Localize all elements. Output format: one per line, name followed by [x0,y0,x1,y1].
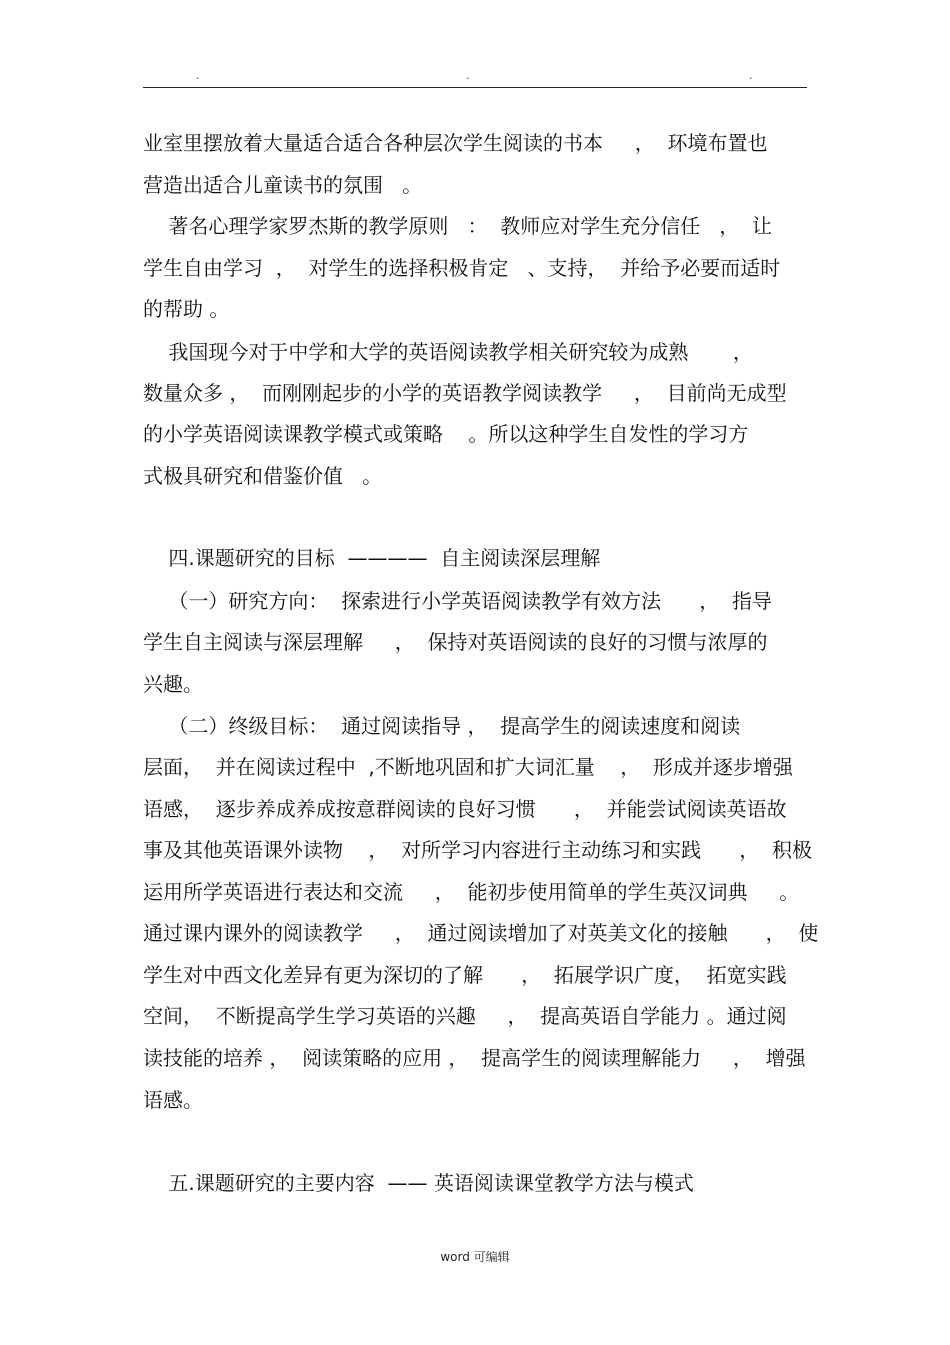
text-line: 式极具研究和借鉴价值 。 [143,464,383,488]
text-line: 层面， 并在阅读过程中 ,不断地巩固和扩大词汇量 ， 形成并逐步增强 [143,755,793,779]
text-line: 学生自主阅读与深层理解 ， 保持对英语阅读的良好的习惯与浓厚的 [143,630,768,654]
text-line: （一）研究方向： 探索进行小学英语阅读教学有效方法 ， 指导 [143,589,773,613]
text-line: 空间， 不断提高学生学习英语的兴趣 ， 提高英语自学能力 。通过阅 [143,1004,787,1028]
header-dot: . [749,69,753,82]
text-line: 运用所学英语进行表达和交流 ， 能初步使用简单的学生英汉词典 。 [143,880,800,904]
text-line: 业室里摆放着大量适合适合各种层次学生阅读的书本 ， 环境布置也 [143,131,768,155]
text-line: 我国现今对于中学和大学的英语阅读教学相关研究较为成熟 ， [143,340,753,364]
text-line: 学生自由学习 ， 对学生的选择积极肯定 、支持， 并给予必要而适时 [143,256,781,280]
text-line: 读技能的培养 ， 阅读策略的应用 ， 提高学生的阅读理解能力 ， 增强 [143,1046,806,1070]
section-heading: 四.课题研究的目标 ———— 自主阅读深层理解 [143,546,601,570]
header-dot: . [196,69,200,82]
text-line: 的小学英语阅读课教学模式或策略 。所以这种学生自发性的学习方 [143,422,749,446]
text-line: 语感， 逐步养成养成按意群阅读的良好习惯 ， 并能尝试阅读英语故 [143,797,787,821]
text-line: 语感。 [143,1088,203,1112]
text-line: 学生对中西文化差异有更为深切的了解 ， 拓展学识广度， 拓宽实践 [143,963,787,987]
header-dot: . [466,69,470,82]
text-line: 兴趣。 [143,672,203,696]
text-line: 通过课内课外的阅读教学 ， 通过阅读增加了对英美文化的接触 ， 使 [143,921,819,945]
header-rule [143,87,807,88]
text-line: 事及其他英语课外读物 ， 对所学习内容进行主动练习和实践 ， 积极 [143,838,813,862]
page-footer: word 可编辑 [440,1250,510,1264]
text-line: （二）终级目标： 通过阅读指导 ， 提高学生的阅读速度和阅读 [143,714,741,738]
text-line: 的帮助 。 [143,297,230,321]
section-heading: 五.课题研究的主要内容 —— 英语阅读课堂教学方法与模式 [143,1171,694,1195]
text-line: 数量众多 ， 而刚刚起步的小学的英语教学阅读教学 ， 目前尚无成型 [143,381,787,405]
text-line: 营造出适合儿童读书的氛围 。 [143,173,423,197]
text-line: 著名心理学家罗杰斯的教学原则 ： 教师应对学生充分信任 ， 让 [143,214,773,238]
